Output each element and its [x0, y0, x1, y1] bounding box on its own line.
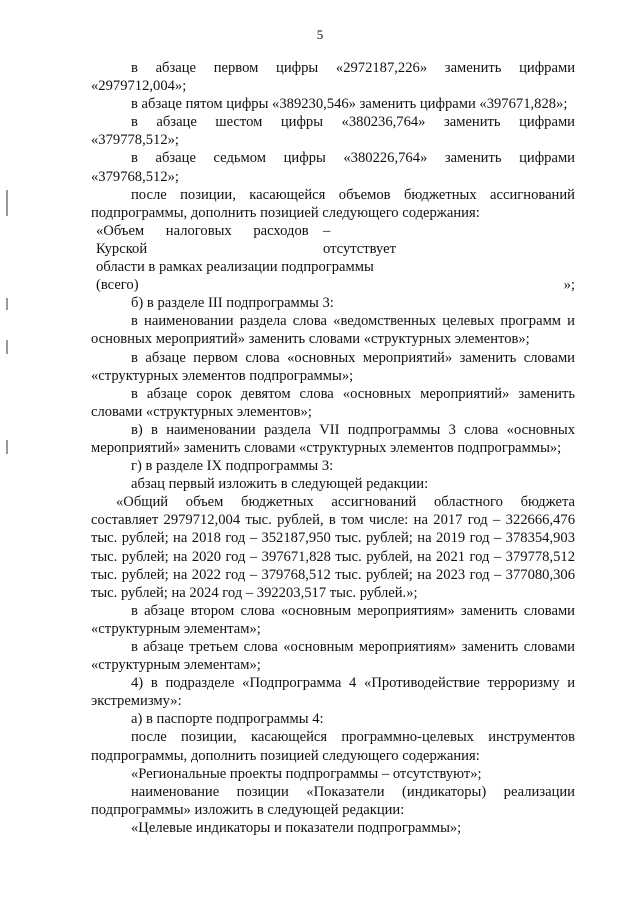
paragraph: наименование позиции «Показатели (индикаторы) реализации подпрограммы» изложить в следующей редакции:	[91, 783, 575, 818]
paragraph: в наименовании раздела слова «ведомственных целевых программ и основных мероприятий» заменить словами «структурных элементов»;	[91, 313, 575, 348]
scan-artifact-mark	[6, 190, 8, 216]
scan-artifact-mark	[6, 298, 8, 310]
position-name-line: «Объем налоговых расходов Курской	[96, 222, 309, 257]
position-value: – отсутствует	[323, 222, 397, 257]
position-block	[96, 222, 575, 294]
document-body	[91, 59, 575, 837]
paragraph: после позиции, касающейся программно-целевых инструментов подпрограммы, дополнить позицией следующего содержания:	[91, 729, 575, 764]
paragraph: в абзаце шестом цифры «380236,764» заменить цифрами «379778,512»;	[91, 114, 575, 149]
paragraph: «Целевые индикаторы и показатели подпрограммы»;	[131, 819, 462, 836]
scan-artifact-mark	[6, 340, 8, 354]
paragraph: 4) в подразделе «Подпрограмма 4 «Противодействие терроризму и экстремизму»:	[91, 675, 575, 710]
page-number: 5	[316, 27, 324, 42]
position-closing: »;	[563, 277, 575, 294]
paragraph: в абзаце пятом цифры «389230,546» заменить цифрами «397671,828»;	[131, 96, 568, 113]
quoted-paragraph: «Общий объем бюджетных ассигнований областного бюджета составляет 2979712,004 тыс. рублей, в том числе: на 2017 год – 322666,476 тыс. рублей; на 2018 год – 352187,950 тыс. рублей; на 2019 год – 378354,903 тыс. рублей; на 2020 год – 397671,828 тыс. рублей, на 2021 год – 379778,512 тыс. рублей; на 2022 год – 379768,512 тыс. рублей; на 2023 год – 377080,306 тыс. рублей; на 2024 год – 392203,517 тыс. рублей.»;	[91, 494, 575, 601]
paragraph: абзац первый изложить в следующей редакции:	[131, 476, 429, 493]
position-name-line: (всего)	[96, 277, 139, 294]
paragraph: г) в разделе IX подпрограммы 3:	[131, 458, 334, 475]
paragraph: после позиции, касающейся объемов бюджетных ассигнований подпрограммы, дополнить позицией следующего содержания:	[91, 186, 575, 221]
paragraph: а) в паспорте подпрограммы 4:	[131, 711, 324, 728]
paragraph: в абзаце седьмом цифры «380226,764» заменить цифрами «379768,512»;	[91, 150, 575, 185]
paragraph: в абзаце втором слова «основным мероприятиям» заменить словами «структурным элементам»;	[91, 602, 575, 637]
paragraph: «Региональные проекты подпрограммы – отсутствуют»;	[131, 765, 482, 782]
paragraph: в) в наименовании раздела VII подпрограммы 3 слова «основных мероприятий» заменить словами «структурных элементов подпрограммы»;	[91, 421, 575, 456]
paragraph: в абзаце первом слова «основных мероприятий» заменить словами «структурных элементов подпрограммы»;	[91, 349, 575, 384]
position-name-line: области в рамках реализации подпрограммы	[96, 259, 374, 276]
paragraph: б) в разделе III подпрограммы 3:	[131, 295, 334, 312]
paragraph: в абзаце первом цифры «2972187,226» заменить цифрами «2979712,004»;	[91, 60, 575, 95]
scan-artifact-mark	[6, 440, 8, 454]
paragraph: в абзаце сорок девятом слова «основных мероприятий» заменить словами «структурных элементов»;	[91, 385, 575, 420]
paragraph: в абзаце третьем слова «основным мероприятиям» заменить словами «структурным элементам»;	[91, 639, 575, 674]
